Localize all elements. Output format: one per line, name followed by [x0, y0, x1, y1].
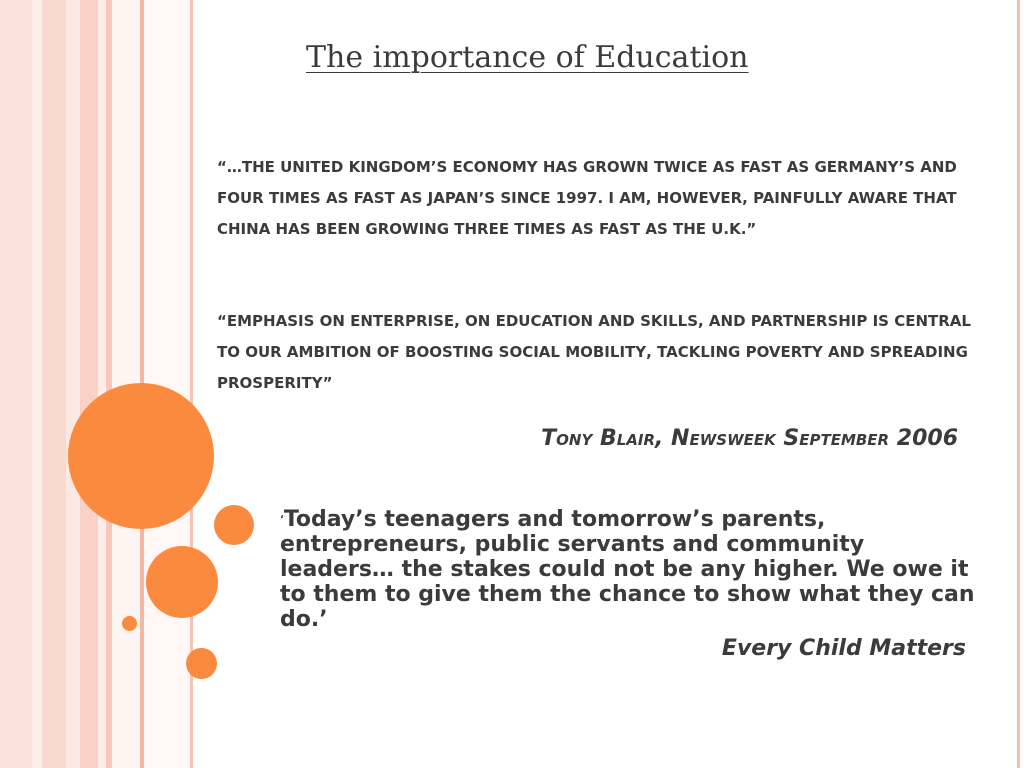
blair-quote-economy: “…the united kingdom’s economy has grown twice as fast as germany’s and four times as fast as japan’s since 1997. i am, however, painfully aware that china has been growing three times as fast as the u.k.” — [217, 153, 957, 239]
small-circle-decoration — [214, 505, 254, 545]
attribution-blair-text: Tony Blair, Newsweek September 2006 — [541, 426, 958, 451]
every-child-matters-quote — [280, 507, 980, 632]
large-circle-decoration — [68, 383, 214, 529]
stripe — [80, 0, 98, 768]
open-quote-mark: ‘ — [280, 514, 284, 525]
stripe — [0, 0, 32, 768]
stripe — [42, 0, 66, 768]
attribution-blair — [541, 426, 958, 451]
blair-quote-enterprise: “emphasis on enterprise, on education and skills, and partnership is central to our ambition of boosting social mobility, tackling poverty and spreading prosperity” — [217, 307, 971, 393]
attribution-every-child-matters: Every Child Matters — [721, 636, 966, 661]
tiny-circle-decoration — [122, 616, 137, 631]
stripe — [32, 0, 42, 768]
small-circle-decoration — [186, 648, 217, 679]
medium-circle-decoration — [146, 546, 218, 618]
stripe — [98, 0, 106, 768]
every-child-matters-quote-text: Today’s teenagers and tomorrow’s parents, entrepreneurs, public servants and community leaders… the stakes could not be any higher. We owe it to them to give them the chance to show what they can do.’ — [280, 507, 975, 632]
stripe — [66, 0, 80, 768]
right-border-line — [1017, 0, 1020, 768]
slide-title: The importance of Education — [306, 40, 749, 75]
